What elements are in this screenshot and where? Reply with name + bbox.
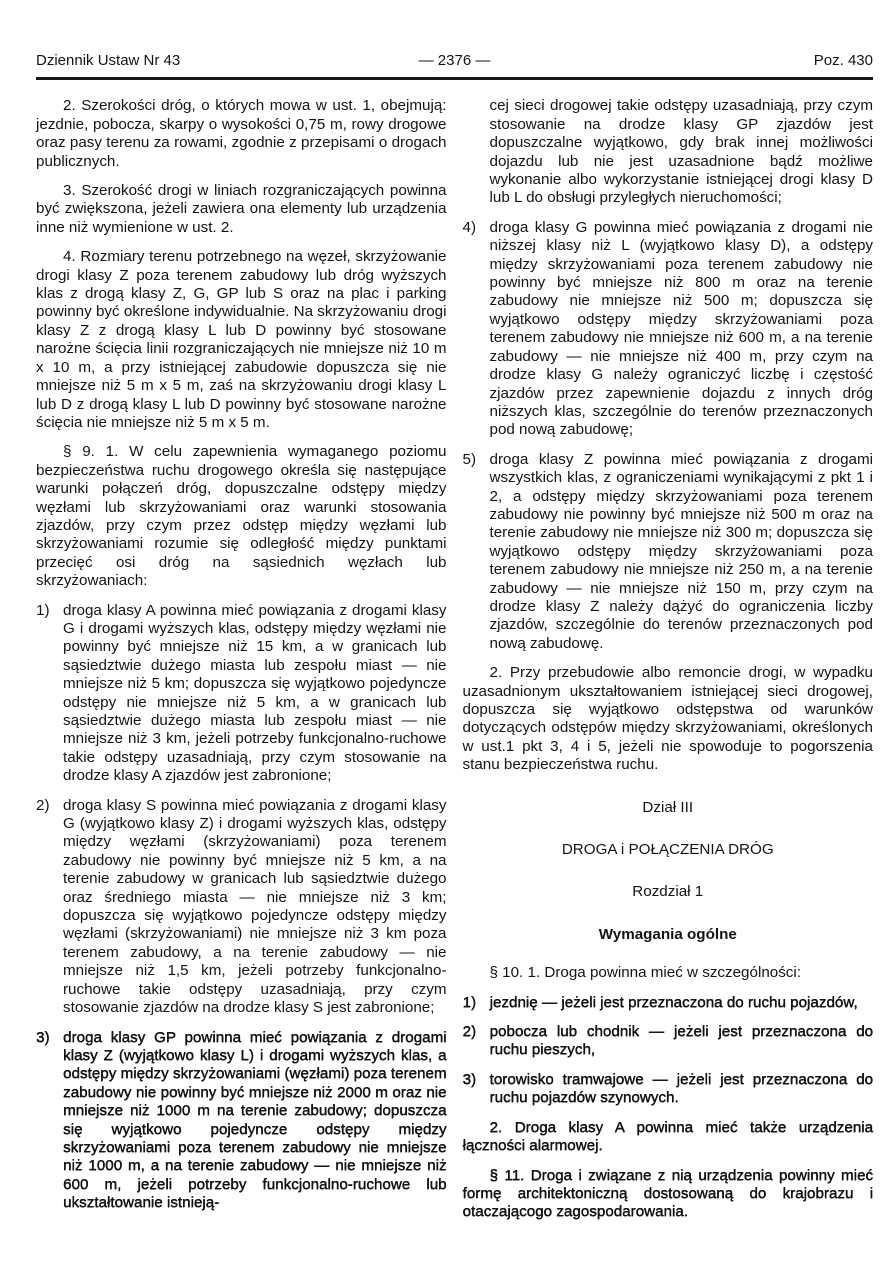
para-ust-2-alarm: 2. Droga klasy A powinna mieć także urządzenia łączności alarmowej. bbox=[462, 1118, 873, 1155]
item-number: 2) bbox=[462, 1023, 477, 1041]
item-text: torowisko tramwajowe — jeżeli jest przeznaczona do ruchu pojazdów szynowych. bbox=[489, 1070, 873, 1107]
page-number: — 2376 — bbox=[418, 52, 491, 69]
item-number: 1) bbox=[462, 993, 477, 1011]
heading-dzial-iii: Dział III bbox=[642, 798, 694, 816]
item-text: droga klasy G powinna mieć powiązania z drogami nie niższej klasy niż L (wyjątkowo klasy D), a odstępy między skrzyżowaniami poza terenem zabudowy nie powinny być mniejsze niż 800 m oraz na terenie zabudowy nie mniejsze niż 500 m; dopuszcza się wyjątkowo odstępy między skrzyżowaniami poza terenem zabudowy nie mniejsze niż 600 m, a na terenie zabudowy — nie mniejsze niż 400 m, przy czym na drodze klasy G należy ograniczyć liczbę i częstość zjazdów przez zapewnienie dojazdu z innych dróg niższych klas, szczególnie do terenów przeznaczonych pod nową zabudowę; bbox=[489, 218, 873, 439]
para-par-9: § 9. 1. W celu zapewnienia wymaganego poziomu bezpieczeństwa ruchu drogowego określa się następujące warunki połączeń dróg, dopuszczalne odstępy między węzłami lub skrzyżowaniami oraz warunki stosowania zjazdów, przy czym przez odstęp między węzłami lub skrzyżowaniami rozumie się odległość między punktami przecięć osi dróg na sąsiednich węzłach lub skrzyżowaniach: bbox=[36, 443, 447, 590]
item-number: 3) bbox=[462, 1070, 477, 1088]
heading-wymagania-ogolne: Wymagania ogólne bbox=[598, 925, 737, 943]
para-ust-2-przebudowa: 2. Przy przebudowie albo remoncie drogi, w wypadku uzasadnionym ukształtowaniem istniejącej sieci drogowej, dopuszcza się wyjątkowo odstępstwa od warunków dotyczących odstępów między skrzyżowaniami, określonych w ust.1 pkt 3, 4 i 5, jeżeli nie spowoduje to pogorszenia stanu bezpieczeństwa ruchu. bbox=[462, 664, 873, 774]
list-item-1 bbox=[36, 602, 447, 786]
list-item-5 bbox=[463, 451, 874, 653]
item-number: 3) bbox=[36, 1028, 50, 1046]
list-item-3 bbox=[36, 1029, 447, 1213]
list-item-10-3 bbox=[463, 1071, 874, 1108]
list-item-10-1 bbox=[463, 994, 874, 1012]
journal-title: Dziennik Ustaw Nr 43 bbox=[36, 52, 181, 69]
list-item-4 bbox=[463, 219, 874, 440]
item-text: droga klasy S powinna mieć powiązania z drogami klasy G (wyjątkowo klasy Z) i drogami wyższych klas, odstępy między węzłami (skrzyżowaniami) poza terenem zabudowy nie powinny być mniejsze niż 5 km, a na terenie zabudowy w granicach lub sąsiedztwie dużego oraz średniego miasta — nie mniejsze niż 3 km; dopuszcza się wyjątkowo pojedyncze odstępy między węzłami (skrzyżowaniami) nie mniejsze niż 3 km poza terenem zabudowy, a na terenie zabudowy — nie mniejsze niż 1,5 km, jeżeli potrzeby funkcjonalno-ruchowe takie odstępy uzasadniają, przy czym stosowanie zjazdów na drodze klasy S jest zabronione; bbox=[63, 796, 447, 1017]
item-text: droga klasy Z powinna mieć powiązania z drogami wszystkich klas, z ograniczeniami wynikającymi z pkt 1 i 2, a odstępy między skrzyżowaniami poza terenem zabudowy nie powinny być mniejsze niż 500 m oraz na terenie zabudowy nie mniejsze niż 300 m; dopuszcza się wyjątkowo odstępy między skrzyżowaniami poza terenem zabudowy nie mniejsze niż 250 m, a na terenie zabudowy — nie mniejsze niż 150 m, przy czym na drodze klasy Z należy dążyć do ograniczenia liczby zjazdów, szczególnie do terenów przeznaczonych pod nową zabudowę. bbox=[489, 450, 873, 652]
left-column bbox=[36, 97, 447, 1221]
item-text: pobocza lub chodnik — jeżeli jest przeznaczona do ruchu pieszych, bbox=[489, 1023, 873, 1059]
para-par-11: § 11. Droga i związane z nią urządzenia powinny mieć formę architektoniczną dostosowaną do krajobrazu i otaczającogo zagospodarowania. bbox=[462, 1166, 873, 1221]
para-par-10: § 10. 1. Droga powinna mieć w szczególności: bbox=[489, 964, 801, 982]
item-number: 4) bbox=[462, 218, 477, 236]
heading-droga-i-polaczenia-drog: DROGA i POŁĄCZENIA DRÓG bbox=[561, 841, 774, 859]
item-number: 2) bbox=[36, 796, 50, 814]
para-ust-2: 2. Szerokości dróg, o których mowa w ust. 1, obejmują: jezdnie, pobocza, skarpy o wysokości 0,75 m, rowy drogowe oraz pasy terenu za rowami, zgodnie z przepisami o drogach publicznych. bbox=[36, 97, 447, 170]
page-header bbox=[36, 52, 873, 80]
list-item-2 bbox=[36, 797, 447, 1018]
heading-rozdzial-1: Rozdział 1 bbox=[632, 883, 704, 901]
item-text: cej sieci drogowej takie odstępy uzasadniają, przy czym stosowanie na drodze klasy GP zjazdów jest dopuszczalne wyjątkowo, gdy brak innej możliwości dojazdu lub nie jest uzasadnione bądź możliwe wykonanie albo wykorzystanie istniejącej drogi klasy D lub L do obsługi przyległych nieruchomości; bbox=[489, 97, 873, 207]
item-number: 1) bbox=[36, 601, 50, 619]
item-text: droga klasy A powinna mieć powiązania z drogami klasy G i drogami wyższych klas, odstępy między węzłami nie powinny być mniejsze niż 15 km, a w granicach lub sąsiedztwie dużego miasta lub zespołu miast — nie mniejsze niż 5 km; dopuszcza się wyjątkowo pojedyncze odstępy nie mniejsze niż 5 km, a w granicach lub sąsiedztwie dużego miasta lub zespołu miast — nie mniejsze niż 3 km, jeżeli potrzeby funkcjonalno-ruchowe takie odstępy uzasadniają, przy czym stosowanie na drodze klasy A zjazdów jest zabronione; bbox=[63, 601, 447, 785]
list-item-3-continuation bbox=[463, 97, 874, 207]
two-column-body bbox=[36, 97, 873, 1221]
item-text: droga klasy GP powinna mieć powiązania z drogami klasy Z (wyjątkowo klasy L) i drogami wyższych klas, a odstępy między skrzyżowaniami (węzłami) poza terenem zabudowy nie powinny być mniejsze niż 2000 m oraz nie mniejsze niż 1000 m na terenie zabudowy; dopuszcza się wyjątkowo pojedyncze odstępy między skrzyżowaniami poza terenem zabudowy nie mniejsze niż 1000 m, a na terenie zabudowy — nie mniejsze niż 600 m, jeżeli potrzeby funkcjonalno-ruchowe lub ukształtowanie istnieją- bbox=[63, 1028, 447, 1212]
para-ust-3: 3. Szerokość drogi w liniach rozgraniczających powinna być zwiększona, jeżeli zawiera ona elementy lub urządzenia inne niż wymienione w ust. 2. bbox=[36, 182, 447, 236]
item-number: 5) bbox=[462, 450, 477, 468]
right-column bbox=[463, 97, 874, 1221]
position-number: Poz. 430 bbox=[813, 52, 873, 69]
para-ust-4: 4. Rozmiary terenu potrzebnego na węzeł, skrzyżowanie drogi klasy Z poza terenem zabudowy lub dróg wyższych klas z drogą klasy Z, G, GP lub S oraz na plac i parking powinny być określone indywidualnie. Na skrzyżowaniu drogi klasy Z z drogą klasy L lub D powinny być stosowane narożne ścięcia linii rozgraniczających nie mniejsze niż 10 m x 10 m, a przy istniejącej zabudowie dopuszcza się nie mniejsze niż 5 m x 5 m, zaś na skrzyżowaniu drogi klasy L lub D z drogą klasy L lub D powinny być stosowane narożne ścięcia nie mniejsze niż 5 m x 5 m. bbox=[36, 248, 447, 431]
item-number bbox=[463, 97, 490, 207]
item-text: jezdnię — jeżeli jest przeznaczona do ruchu pojazdów, bbox=[489, 993, 858, 1011]
list-item-10-2 bbox=[463, 1023, 874, 1060]
